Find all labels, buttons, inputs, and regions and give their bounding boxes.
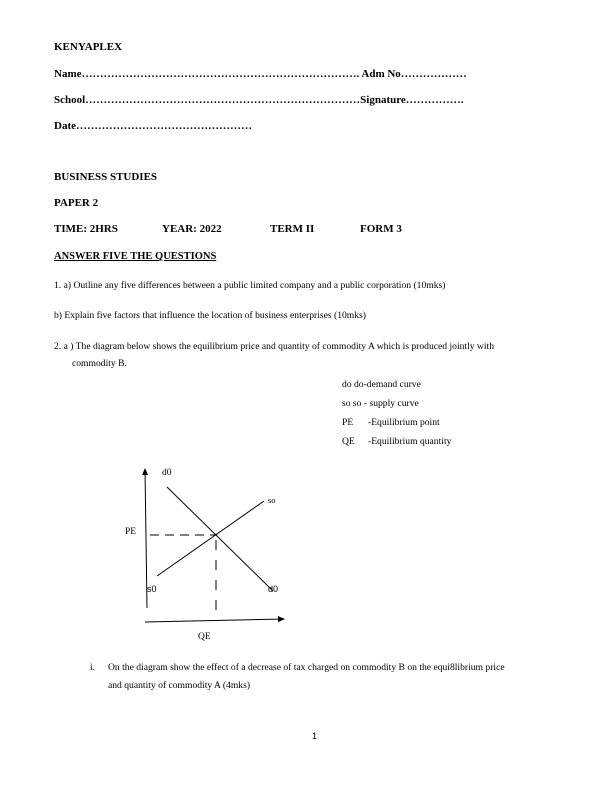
legend-key: so so [342,398,362,409]
paper-number: PAPER 2 [54,197,99,209]
supply-top-label: so [268,495,276,505]
exam-term: TERM II [270,223,315,235]
demand-curve [167,487,273,591]
subquestion-i-line2: and quantity of commodity A (4mks) [108,680,251,691]
x-axis [145,619,284,622]
subject-title: BUSINESS STUDIES [54,171,158,183]
name-adm-field[interactable]: Name…………………………………………………………………. Adm No……………… [54,68,467,80]
quantity-label: QE [198,632,211,642]
exam-year: YEAR: 2022 [162,223,222,235]
legend-key: do do [342,379,364,390]
supply-curve [157,501,264,576]
instructions: ANSWER FIVE THE QUESTIONS [54,251,217,262]
legend-desc: -Equilibrium quantity [368,436,452,447]
price-label: PE [125,527,137,537]
legend-desc: -Equilibrium point [368,417,440,428]
school-signature-field[interactable]: School…………………………………………………………………Signature……………. [54,94,464,106]
supply-bottom-label: s0 [147,584,157,594]
page-number: 1 [312,731,318,741]
question-2a-line2: commodity B. [72,358,127,369]
date-field[interactable]: Date………………………………………… [54,120,252,132]
subquestion-i-line1: On the diagram show the effect of a decrease of tax charged on commodity B on the equi8librium price [108,662,505,673]
legend-desc: - supply curve [361,398,419,409]
demand-top-label: d0 [162,468,172,478]
question-1a: 1. a) Outline any five differences between a public limited company and a public corporation (10mks) [54,280,446,291]
subquestion-i-number: i. [90,662,96,673]
question-2a-line1: 2. a ) The diagram below shows the equilibrium price and quantity of commodity A which is produced jointly with [54,341,494,352]
exam-form: FORM 3 [360,223,402,235]
legend-key: QE [342,436,355,447]
institution-name: KENYAPLEX [54,41,123,53]
legend-key: PE [342,417,354,428]
question-1b: b) Explain five factors that influence the location of business enterprises (10mks) [54,310,366,321]
demand-bottom-label: d0 [268,584,279,594]
exam-time: TIME: 2HRS [54,223,118,235]
legend-desc: -demand curve [363,379,421,390]
